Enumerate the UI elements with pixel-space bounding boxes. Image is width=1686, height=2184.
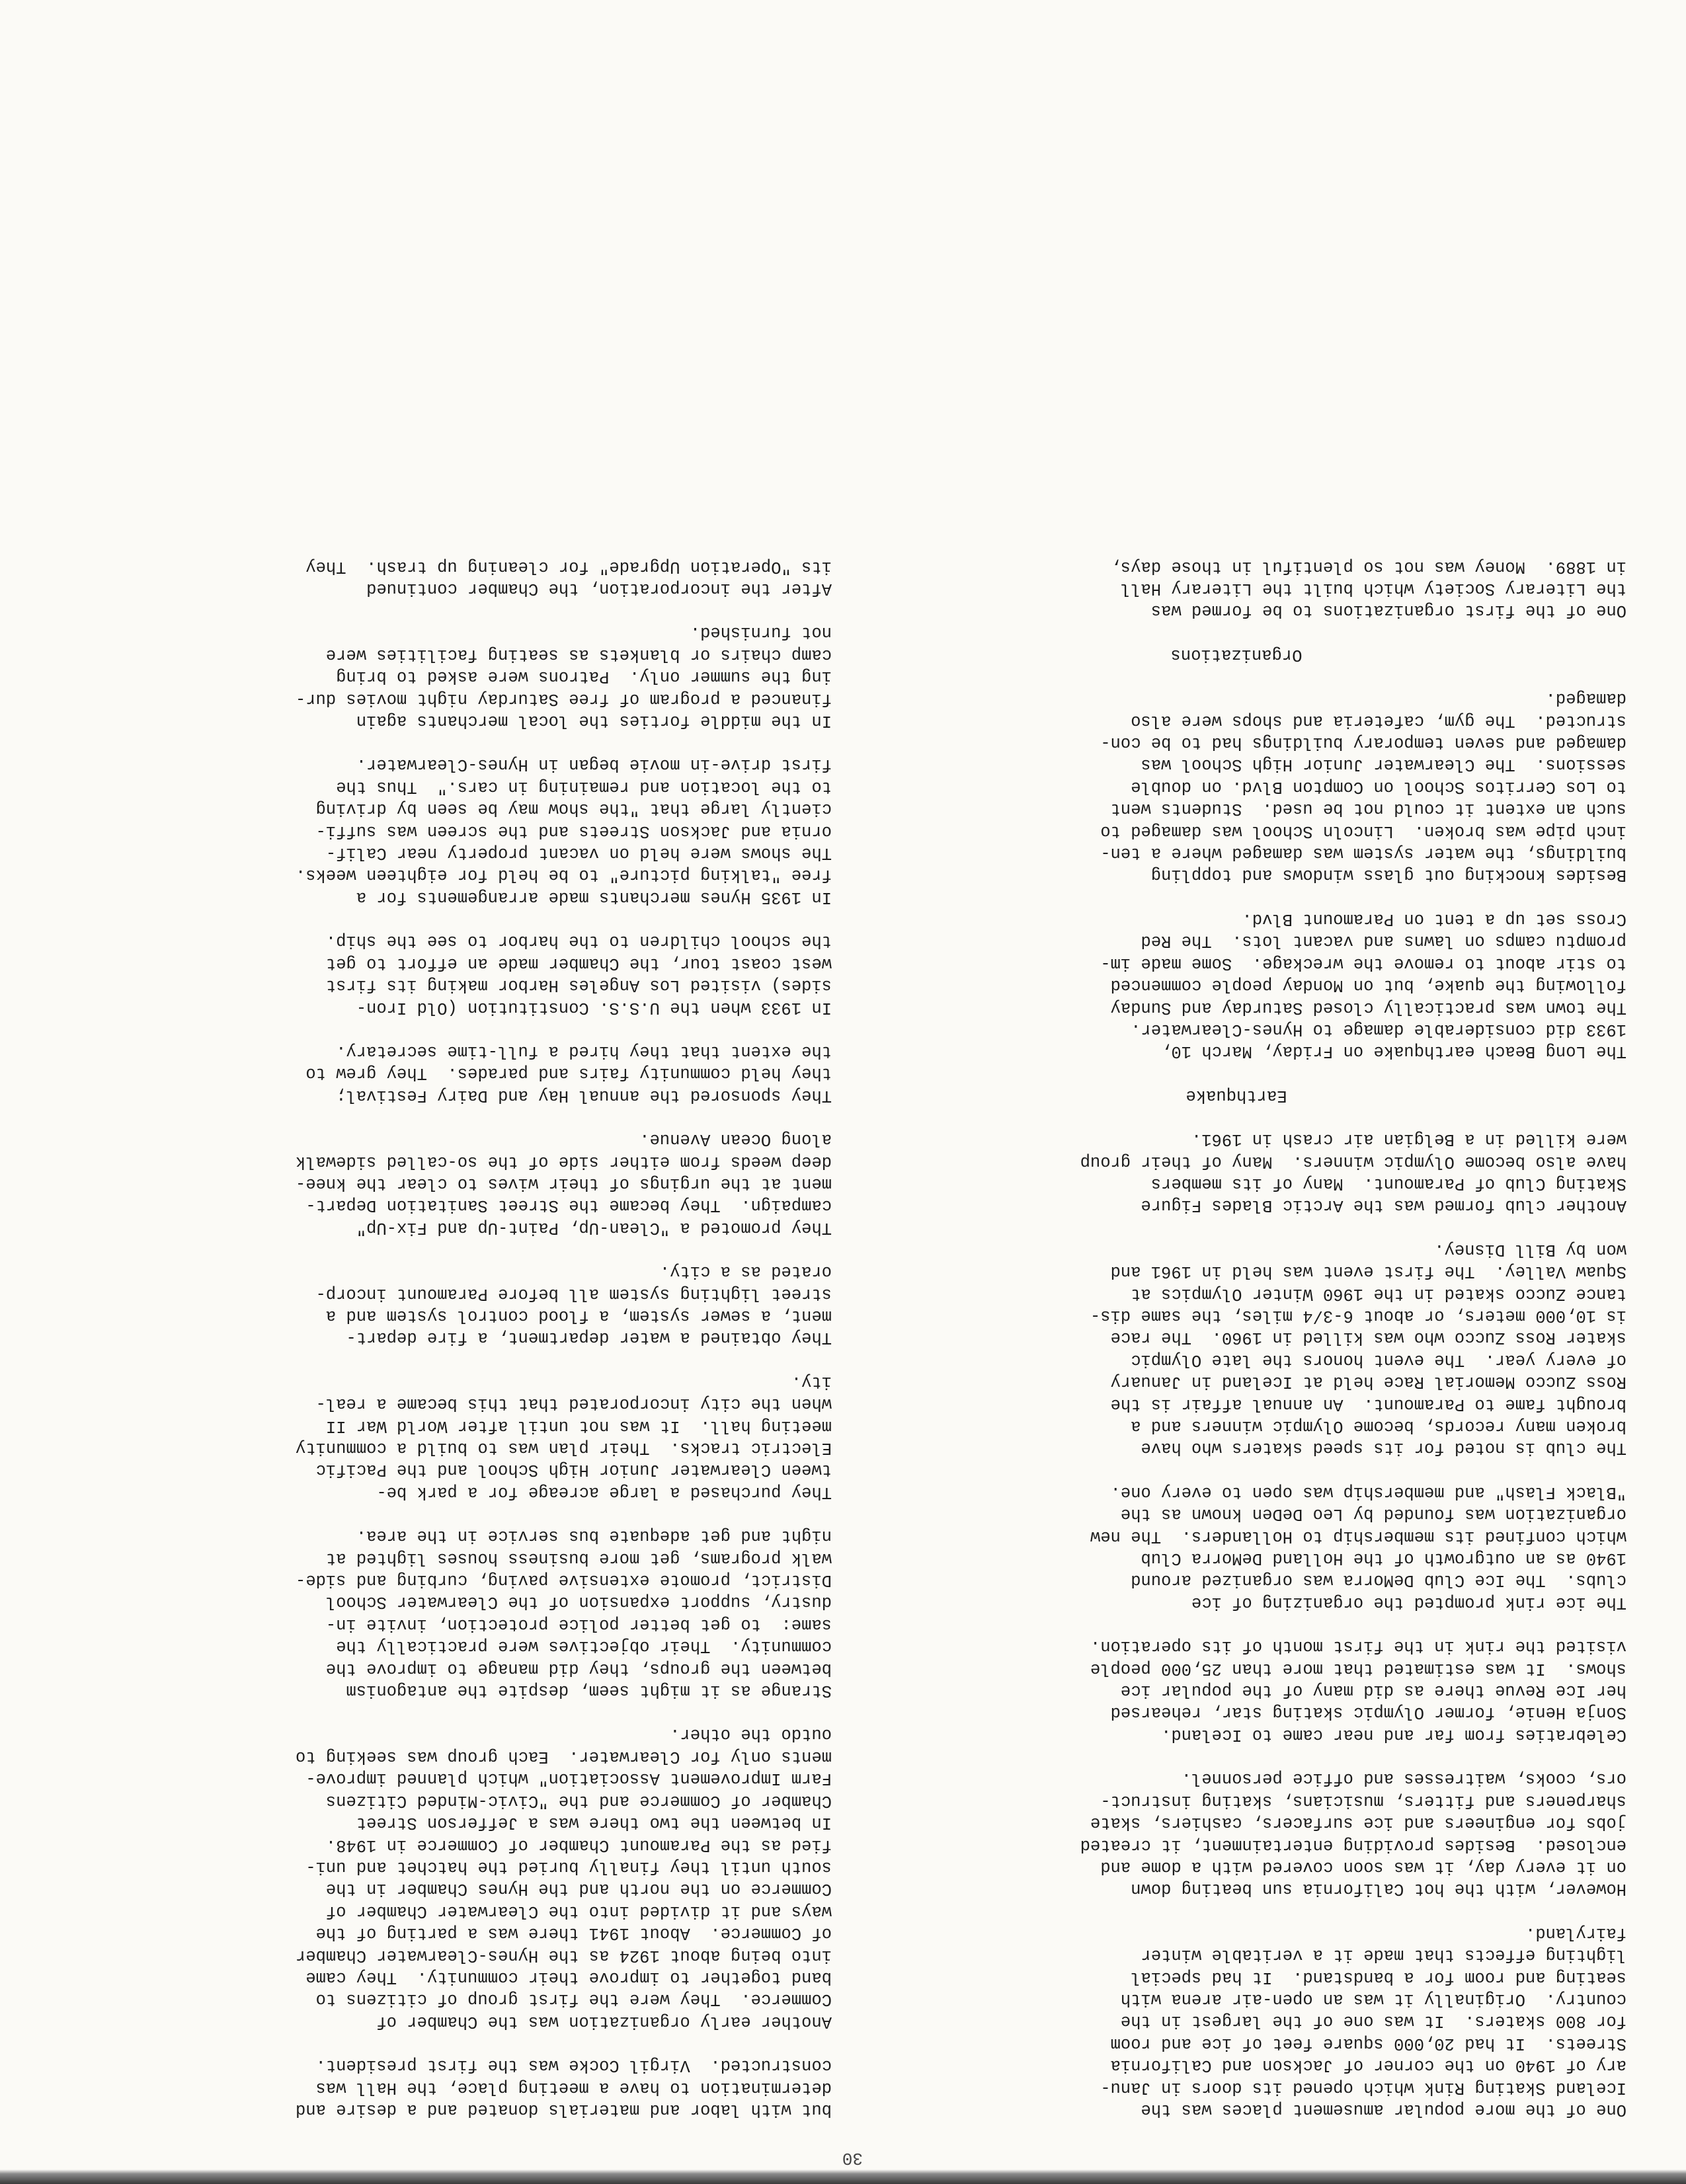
paragraph: They obtained a water department, a fire depart- ment, a sewer system, a flood control system and a street lighting system all before Paramount incorp- orated as a city. <box>315 1262 832 1348</box>
paragraph: Besides knocking out glass windows and toppling buildings, the water system was damaged where a ten- inch pipe was broken. Lincoln School was damaged to such an extent it could not be used. Students went to Los Cerritos School on Compton Blvd. on double sessions. The Clearwater Junior High School was damaged and seven temporary buildings had to be con- structed. The gym, cafeteria and shops were also damaged. <box>1100 689 1626 885</box>
paragraph: The club is noted for its speed skaters who have broken many records, become Olympic winners and a brought fame to Paramount. An annual affair is the Ross Zucco Memorial Race held at Iceland in January of every year. The event honors the late Olympic skater Ross Zucco who was killed in 1960. The race is 10,000 meters, or about 6-3/4 miles, the same dis- tance Zucco skated in the 1960 Winter Olympics at Squaw Valley. The first event was held in 1961 and won by Bill Disney. <box>1090 1239 1626 1458</box>
right-column <box>52 533 832 2121</box>
paragraph: The Long Beach earthquake on Friday, March 10, 1933 did considerable damage to Hynes-Clearwater. The town was practically closed Saturday and Sunday following the quake, but on Monday people commenced to stir about to remove the wreckage. Some made im- promptu camps on lawns and vacant lots. The Red Cross set up a tent on Paramount Blvd. <box>1100 909 1626 1062</box>
paragraph: In 1933 when the U.S.S. Constitution (Old Iron- sides) visited Los Angeles Harbor making its first west coast tour, the Chamber made an effort to get the school children to the harbor to see the ship. <box>325 931 832 1017</box>
paragraph: Strange as it might seem, despite the antagonism between the groups, they did manage to improve the community. Their objectives were practically the same: to get better police protection, invite in- dustry, support expansion of the Clearwater School District, promote extensive paving, curbing and side- walk programs, get more business houses lighted at night and get adequate bus service in the area. <box>295 1526 832 1701</box>
paragraph: One of the first organizations to be formed was the Literary Society which built the Literary Hall in 1889. Money was not so plentiful in those days, <box>1110 557 1626 621</box>
scanner-edge <box>0 2169 1686 2184</box>
paragraph: They sponsored the annual Hay and Dairy Festival; they held community fairs and parades. They grew to the extent that they hired a full-time secretary. <box>305 1041 832 1105</box>
paragraph: After the incorporation, the Chamber continued its "Operation Upgrade" for cleaning up trash. They <box>305 557 832 599</box>
paragraph: Another club formed was the Arctic Blades Figure Skating Club of Paramount. Many of its members have also become Olympic winners. Many of their group were killed in a Belgian air crash in 1961. <box>1080 1130 1626 1216</box>
paragraph: One of the more popular amusement places was the Iceland Skating Rink which opened its doors in Janu- ary of 1940 on the corner of Jackson and California Streets. It had 20,000 square feet of ice and room for 800 skaters. It was one of the largest in the country. Originally it was an open-air arena with seating and room for a bandstand. It had special lighting effects that made it a veritable winter fairyland. <box>1100 1923 1626 2119</box>
paragraph: In 1935 Hynes merchants made arrangements for a free "talking picture" to be held for eighteen weeks. The shows were held on vacant property near Calif- ornia and Jackson Streets and the screen was suffi- ciently large that "the show may be seen by driving to the location and remaining in cars." Thus the first drive-in movie began in Hynes-Clearwater. <box>295 755 832 907</box>
paragraph: Another early organization was the Chamber of Commerce. They were the first group of citizens to band together to improve their community. They came into being about 1924 as the Hynes-Clearwater Chamber of Commerce. About 1941 there was a parting of the ways and it divided into the Clearwater Chamber of Commerce on the north and the Hynes Chamber in the south until they finally buried the hatchet and uni- fied as the Paramount Chamber of Commerce in 1948. In between the two there was a Jefferson Street Chamber of Commerce and the "Civic-Minded Citizens Farm Improvement Association" which planned improve- ments only for Clearwater. Each group was seeking to outdo the other. <box>295 1725 832 2031</box>
section-heading: Organizations <box>1170 644 1303 664</box>
paragraph: However, with the hot California sun beating down on it every day, it was soon covered with a dome and enclosed. Besides providing entertainment, it created jobs for engineers and ice surfacers, cashiers, skate sharpeners and fitters, musicians, skating instruct- ors, cooks, waitresses and office personnel. <box>1080 1769 1626 1899</box>
section-heading: Earthquake <box>1185 1085 1287 1105</box>
paragraph: The ice rink prompted the organizing of ice clubs. The Ice Club DeMorra was organized around 1940 as an outgrowth of the Holland DeMorra Club which confined its membership to Hollanders. The new organization was founded by Leo DeDen known as the "Black Flash" and membership was open to every one. <box>1090 1482 1626 1612</box>
paragraph: They promoted a "Clean-Up, Paint-Up and Fix-Up" campaign. They became the Street Sanitation Depart- ment at the urgings of their wives to clear the knee- deep weeds from either side of the so-called sidewalk along Ocean Avenue. <box>295 1130 832 1237</box>
paragraph: but with labor and materials donated and a desire and determination to have a meeting place, the Hall was constructed. Virgil Cocke was the first president. <box>295 2056 832 2119</box>
page-number: 30 <box>842 2148 863 2168</box>
paragraph: They purchased a large acreage for a park be- tween Clearwater Junior High School and the Pacific Electric tracks. Their plan was to build a community meeting hall. It was not until after World War II when the city incorporated that this became a real- ity. <box>295 1372 832 1502</box>
left-column <box>846 533 1626 2121</box>
paragraph: Celebraties from far and near came to Iceland. Sonja Henie, former Olympic skating star, rehearsed her Ice Revue there as did many of the popular ice shows. It was estimated that more than 25,000 people visited the rink in the first month of its operation. <box>1090 1637 1626 1744</box>
paragraph: In the middle forties the local merchants again financed a program of free Saturday night movies dur- ing the summer only. Patrons were asked to bring camp chairs or blankets as seating facilities were not furnished. <box>295 623 832 731</box>
